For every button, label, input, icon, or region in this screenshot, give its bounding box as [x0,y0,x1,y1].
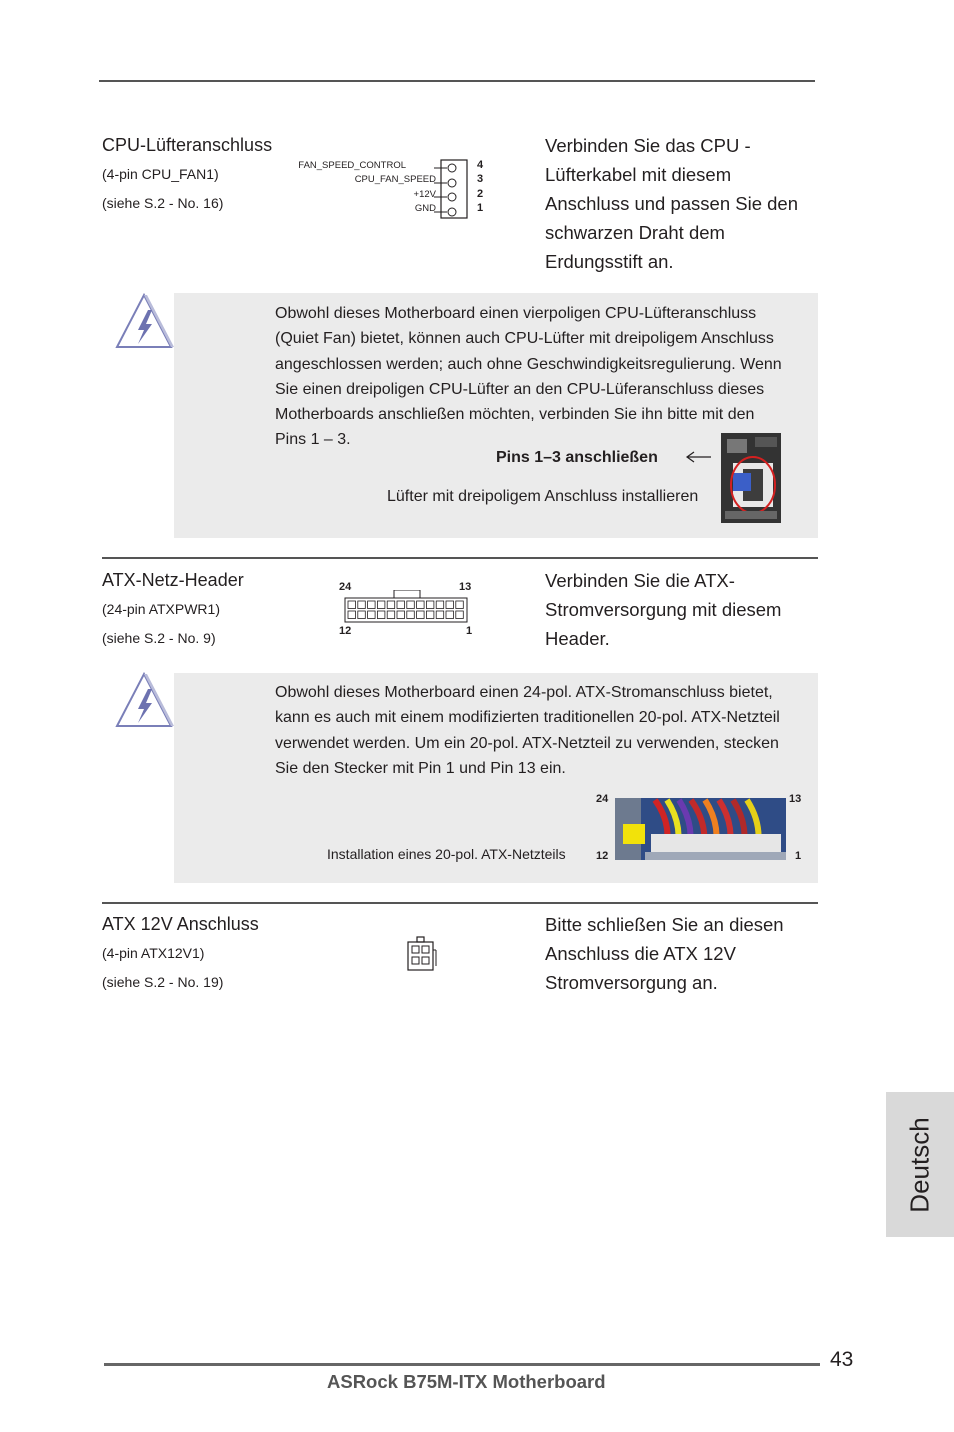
cpu-fan-title: CPU-Lüfteranschluss [102,135,273,155]
pins-caption: Pins 1–3 anschließen [496,449,658,466]
pin-1-label: 1 [466,625,473,637]
desc-line: Stromversorgung an. [545,972,718,993]
desc-line: Verbinden Sie die ATX- [545,570,735,591]
desc-line: Header. [545,628,610,649]
note-line: verwendet werden. Um ein 20-pol. ATX-Netzteil zu verwenden, stecken [275,734,779,752]
desc-line: Erdungsstift an. [545,251,674,272]
photo-pin-24-label: 24 [596,793,609,805]
desc-line: Anschluss die ATX 12V [545,943,736,964]
atx-20pin-caption: Installation eines 20-pol. ATX-Netzteils [327,846,566,862]
photo-pin-13-label: 13 [789,793,802,805]
cpu-fan-ref: (siehe S.2 - No. 16) [102,195,224,211]
three-pin-fan-caption: Lüfter mit dreipoligem Anschluss installieren [387,488,699,505]
pin-label-12v: +12V [413,189,436,200]
cpu-fan-note-text [275,301,815,453]
warning-icon [114,292,174,350]
atx12v-ref: (siehe S.2 - No. 19) [102,974,224,990]
photo-pin-12-label: 12 [596,850,609,862]
note-line: Sie den Stecker mit Pin 1 und Pin 13 ein. [275,759,566,777]
desc-line: schwarzen Draht dem [545,222,725,243]
atx12v-connector-icon [404,936,438,972]
warning-icon [114,671,174,729]
pin-number-2: 2 [477,188,484,200]
atx12v-description [545,910,815,997]
pin-24-label: 24 [339,581,352,593]
footer-title: ASRock B75M-ITX Motherboard [327,1371,606,1392]
fan-header-icon [434,158,474,220]
desc-line: Bitte schließen Sie an diesen [545,914,784,935]
note-line: angeschlossen werden; auch ohne Geschwindigkeitsregulierung. Wenn [275,355,782,373]
desc-line: Stromversorgung mit diesem [545,599,782,620]
pin-13-label: 13 [459,581,472,593]
note-line: (Quiet Fan) bietet, können auch CPU-Lüfter mit dreipoligem Anschluss [275,330,774,348]
note-line: kann es auch mit einem modifizierten traditionellen 20-pol. ATX-Netzteil [275,709,780,727]
note-line: Obwohl dieses Motherboard einen vierpoligen CPU-Lüfteranschluss [275,305,757,322]
pin-label-gnd: GND [414,203,436,214]
fan-connector-photo [721,433,781,523]
cpu-fan-description [545,131,815,276]
section-divider [102,557,818,559]
note-line: Pins 1 – 3. [275,431,351,449]
photo-pin-1-label: 1 [795,850,802,862]
atx12v-title: ATX 12V Anschluss [102,914,259,934]
atx-power-pin: (24-pin ATXPWR1) [102,601,220,617]
language-tab-label: Deutsch [904,1116,935,1213]
desc-line: Verbinden Sie das CPU - [545,135,751,156]
pin-label-cpu-fan-speed: CPU_FAN_SPEED [354,174,436,185]
note-line: Sie einen dreipoligen CPU-Lüfter an den CPU-Lüferanschluss dieses [275,380,765,398]
atx-24pin-connector-icon [344,590,470,624]
language-tab [886,1092,954,1237]
desc-line: Lüfterkabel mit diesem [545,164,732,185]
arrow-left-icon [684,450,712,464]
pin-number-3: 3 [477,173,484,185]
pin-number-1: 1 [477,202,484,214]
atx-24pin-diagram [336,578,486,640]
atx-power-title: ATX-Netz-Header [102,570,244,590]
cpu-fan-pin: (4-pin CPU_FAN1) [102,166,219,182]
pin-label-fan-speed-control: FAN_SPEED_CONTROL [298,160,406,171]
note-line: Obwohl dieses Motherboard einen 24-pol. ATX-Stromanschluss bietet, [275,684,773,701]
pin-12-label: 12 [339,625,352,637]
atx-power-description [545,566,815,653]
top-rule [99,80,815,82]
atx-power-ref: (siehe S.2 - No. 9) [102,630,216,646]
note-line: Motherboards anschließen möchten, verbinden Sie ihn bitte mit den [275,406,755,424]
atx12v-pin: (4-pin ATX12V1) [102,945,205,961]
footer-rule [104,1363,820,1366]
page-number: 43 [830,1348,854,1371]
atx-connector-photo [615,798,786,860]
pin-number-4: 4 [477,159,484,171]
atx-note-text [275,680,815,781]
section-divider [102,902,818,904]
desc-line: Anschluss und passen Sie den [545,193,799,214]
cpu-fan-diagram [300,156,500,220]
